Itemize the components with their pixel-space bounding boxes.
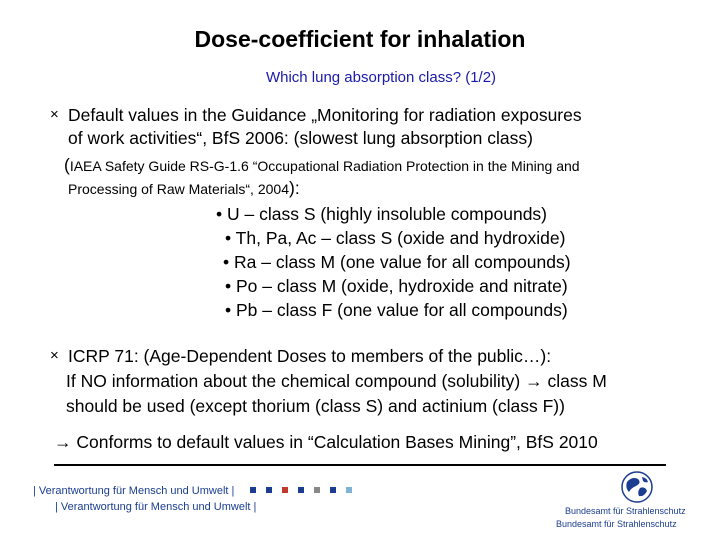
slide-title: Dose-coefficient for inhalation: [194, 26, 526, 52]
footer-color-squares: [250, 487, 360, 495]
bullet1-line1: Default values in the Guidance „Monitoring for radiation exposures: [68, 105, 582, 125]
footer-square: [298, 487, 304, 493]
bullet2-line2: If NO information about the chemical compound (solubility) → class M: [66, 371, 607, 391]
cross-bullet-icon: ×: [50, 347, 59, 364]
iaea-note-cont: [68, 177, 300, 200]
iaea-note-line1: IAEA Safety Guide RS-G-1.6 “Occupational Radiation Protection in the Mining and: [69, 158, 580, 174]
iaea-note: [64, 154, 580, 177]
class-item-u: • U – class S (highly insoluble compounds): [216, 204, 548, 224]
conclusion-line: [54, 431, 598, 454]
class-item-th: • Th, Pa, Ac – class S (oxide and hydroxide): [225, 228, 566, 248]
conclusion-text: Conforms to default values in “Calculation Bases Mining”, BfS 2010: [76, 432, 598, 452]
class-item-po: • Po – class M (oxide, hydroxide and nitrate): [225, 276, 568, 296]
footer-square: [266, 487, 272, 493]
right-arrow-icon: →: [54, 432, 72, 452]
footer-square: [250, 487, 256, 493]
logo-label-1: Bundesamt für Strahlenschutz: [565, 506, 686, 516]
footer-motto-1: | Verantwortung für Mensch und Umwelt |: [33, 485, 235, 497]
logo-label-2: Bundesamt für Strahlenschutz: [556, 519, 677, 529]
cross-bullet-icon: ×: [50, 106, 59, 123]
footer-motto-2: | Verantwortung für Mensch und Umwelt |: [55, 501, 257, 513]
iaea-note-close: ):: [289, 178, 300, 198]
bullet2-line1: ICRP 71: (Age-Dependent Doses to members of the public…):: [68, 346, 552, 366]
bfs-globe-logo-icon: [612, 470, 662, 504]
slide-subtitle: Which lung absorption class? (1/2): [265, 69, 497, 86]
iaea-note-line2: Processing of Raw Materials“, 2004: [68, 181, 289, 197]
footer-square: [330, 487, 336, 493]
bullet1-line2: of work activities“, BfS 2006: (slowest lung absorption class): [68, 128, 533, 148]
footer-square: [282, 487, 288, 493]
class-item-ra: • Ra – class M (one value for all compounds): [223, 252, 571, 272]
bullet2-line3: should be used (except thorium (class S) and actinium (class F)): [66, 396, 565, 416]
divider-line: [54, 464, 666, 466]
iaea-note-open: (: [64, 155, 70, 175]
footer-square: [314, 487, 320, 493]
footer-square: [346, 487, 352, 493]
class-item-pb: • Pb – class F (one value for all compounds): [225, 300, 568, 320]
